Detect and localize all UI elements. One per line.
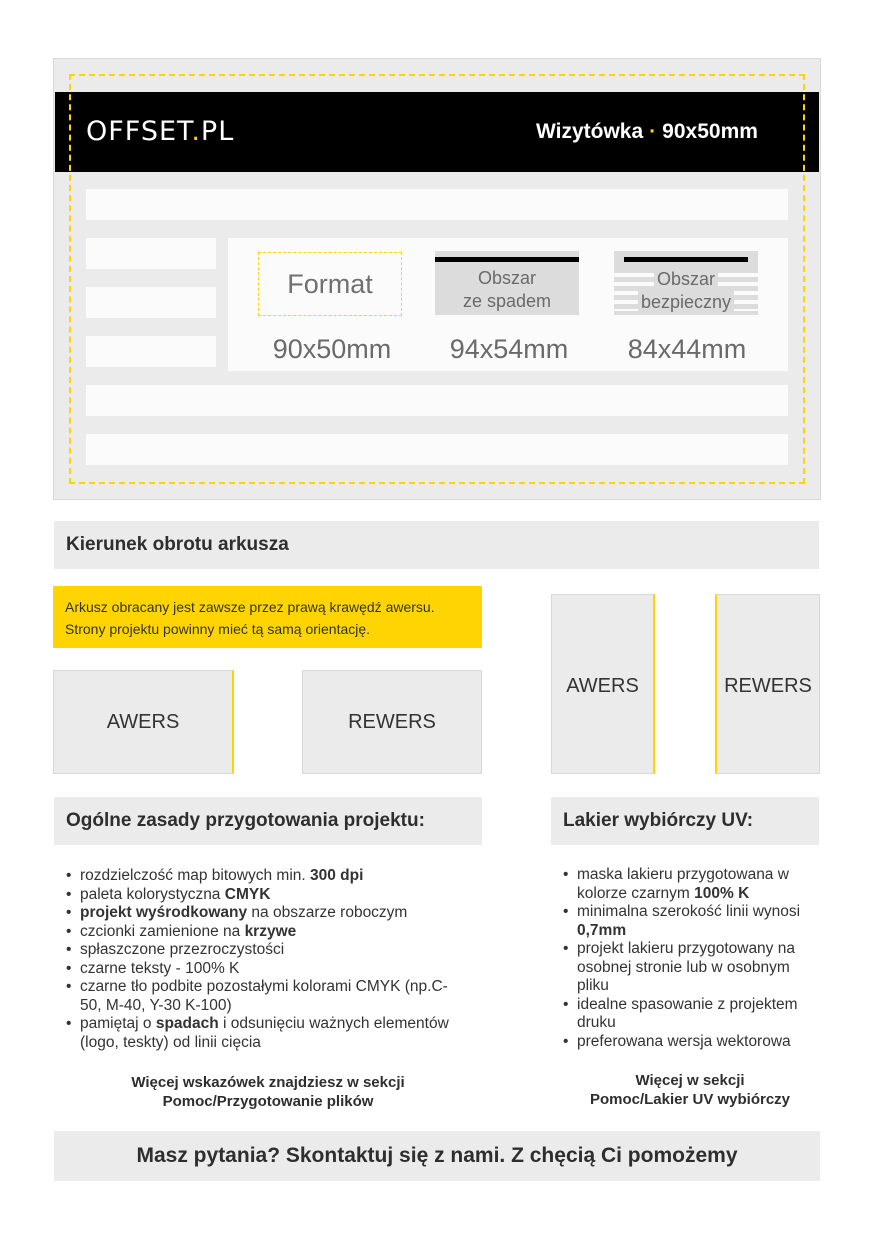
- rule-item: [66, 941, 466, 960]
- rotation-note-line1: Arkusz obracany jest zawsze przez prawą krawędź awersu.: [65, 599, 435, 615]
- rule-item: [66, 960, 466, 979]
- bleed-stripe: [435, 257, 579, 262]
- content-bar: [86, 434, 788, 465]
- rule-text: na obszarze roboczym: [247, 904, 408, 921]
- rotation-header: Kierunek obrotu arkusza: [54, 521, 819, 569]
- rule-emphasis: 300 dpi: [310, 867, 364, 884]
- safe-stripe: [624, 257, 748, 262]
- rule-text: idealne spasowanie z projektem druku: [577, 995, 798, 1031]
- contact-footer: Masz pytania? Skontaktuj się z nami. Z chęcią Ci pomożemy: [54, 1131, 820, 1181]
- safe-label-2: bezpieczny: [638, 291, 734, 314]
- rule-item: [563, 940, 821, 996]
- content-bar: [86, 336, 216, 367]
- rule-emphasis: 100% K: [694, 884, 750, 902]
- rule-item: [66, 867, 466, 886]
- rule-text: i odsunięciu ważnych elementów (logo, teskty) od linii cięcia: [80, 1015, 449, 1051]
- bleed-size: 94x54mm: [449, 334, 569, 364]
- rule-text: projekt lakieru przygotowany na osobnej stronie lub w osobnym pliku: [577, 940, 795, 994]
- uv-more-info: [551, 1071, 829, 1109]
- rule-item: [66, 1015, 466, 1052]
- rule-text: minimalna szerokość linii wynosi: [577, 903, 801, 920]
- rule-item: [563, 903, 821, 940]
- rule-emphasis: krzywe: [244, 922, 297, 940]
- rule-emphasis: 0,7mm: [577, 921, 627, 939]
- rule-text: pamiętaj o: [80, 1015, 156, 1032]
- uv-rules-list: [563, 866, 821, 1051]
- rule-text: czarne teksty - 100% K: [80, 959, 240, 977]
- safe-label-1: Obszar: [654, 268, 718, 291]
- uv-more-line2: Pomoc/Lakier UV wybiórczy: [589, 1091, 791, 1108]
- rotation-note-line2: Strony projektu powinny mieć tą samą orientację.: [65, 621, 371, 637]
- portrait-front-sheet: AWERS: [551, 594, 655, 774]
- content-bar: [86, 238, 216, 269]
- bleed-area-box: [435, 251, 579, 315]
- card-title: Wizytówka · 90x50mm: [536, 120, 758, 143]
- bleed-label-1: Obszar: [477, 268, 537, 288]
- rule-text: czcionki zamienione na: [80, 922, 245, 940]
- format-box: [258, 252, 402, 316]
- safe-size: 84x44mm: [627, 334, 747, 364]
- rule-text: preferowana wersja wektorowa: [577, 1032, 791, 1050]
- bleed-label-2: ze spadem: [462, 291, 552, 311]
- uv-more-line1: Więcej w sekcji: [635, 1072, 745, 1089]
- general-rules-header: Ogólne zasady przygotowania projektu:: [54, 797, 482, 845]
- format-label: Format: [287, 268, 373, 299]
- rule-item: [563, 1033, 821, 1052]
- content-bar: [86, 385, 788, 416]
- content-bar: [86, 287, 216, 318]
- rule-item: [66, 886, 466, 905]
- rule-emphasis: CMYK: [224, 885, 271, 903]
- rule-item: [563, 996, 821, 1033]
- safe-area-box: [614, 251, 758, 315]
- rotation-note: [53, 586, 482, 648]
- general-more-info: [54, 1073, 482, 1111]
- content-bar: [86, 189, 788, 220]
- rule-text: rozdzielczość map bitowych min.: [80, 867, 310, 884]
- format-size: 90x50mm: [272, 334, 392, 364]
- rule-text: paleta kolorystyczna: [80, 885, 225, 903]
- rule-text: czarne tło podbite pozostałymi kolorami CMYK (np.C-50, M-40, Y-30 K-100): [80, 978, 448, 1014]
- general-rules-list: [66, 867, 466, 1052]
- general-more-line1: Więcej wskazówek znajdziesz w sekcji: [131, 1074, 405, 1091]
- rule-text: maska lakieru przygotowana w kolorze czarnym: [577, 866, 789, 902]
- offset-logo: OFFSET.PL: [86, 116, 235, 147]
- uv-header: Lakier wybiórczy UV:: [551, 797, 819, 845]
- rule-item: [563, 866, 821, 903]
- rule-emphasis: projekt wyśrodkowany: [80, 904, 248, 921]
- landscape-front-sheet: AWERS: [53, 670, 234, 774]
- portrait-back-sheet: REWERS: [715, 594, 820, 774]
- landscape-back-sheet: REWERS: [302, 670, 482, 774]
- rule-emphasis: spadach: [155, 1015, 219, 1032]
- rule-text: spłaszczone przezroczystości: [80, 941, 285, 958]
- rule-item: [66, 904, 466, 923]
- general-more-line2: Pomoc/Przygotowanie plików: [162, 1093, 374, 1110]
- rule-item: [66, 923, 466, 942]
- rule-item: [66, 978, 466, 1015]
